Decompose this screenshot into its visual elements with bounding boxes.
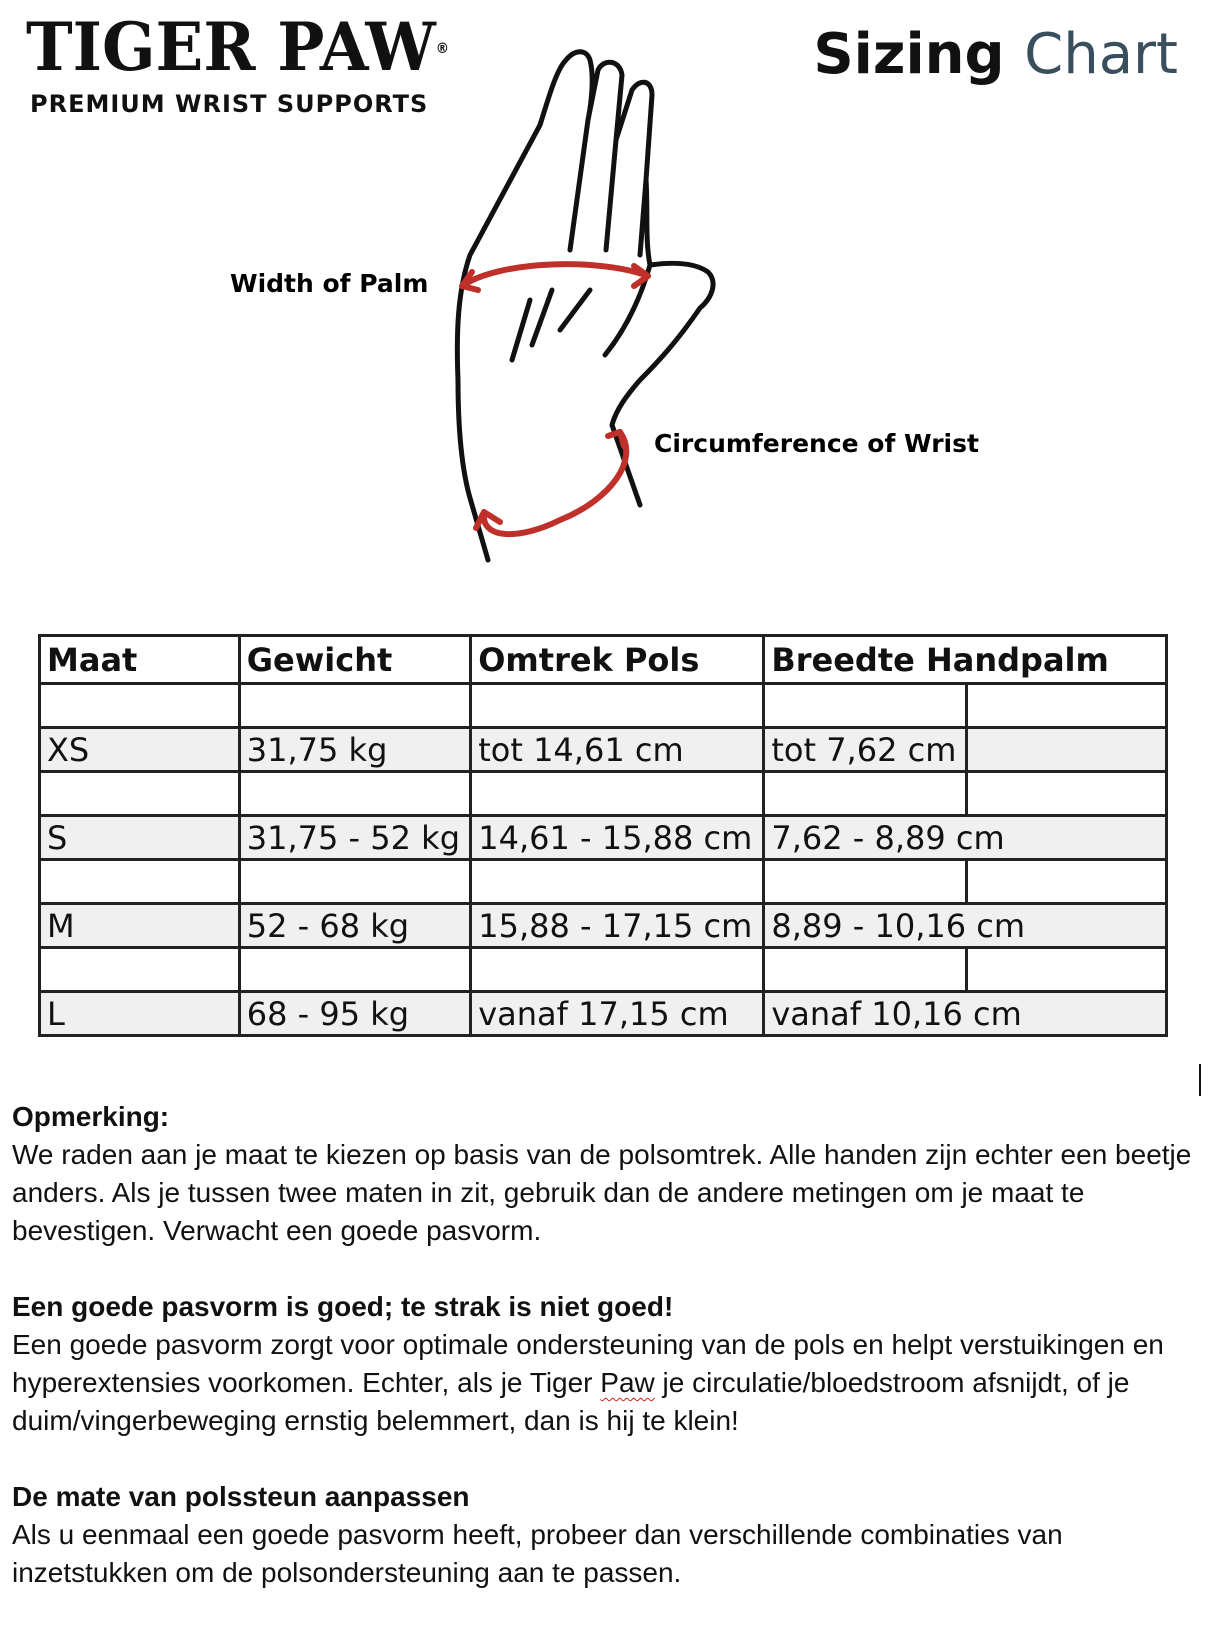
spacer-row	[40, 684, 1167, 728]
cell-gewicht: 68 - 95 kg	[239, 992, 470, 1036]
cell-maat: S	[40, 816, 240, 860]
adjust-heading: De mate van polssteun aanpassen	[12, 1481, 470, 1512]
cell-gewicht: 31,75 - 52 kg	[239, 816, 470, 860]
remark-text: We raden aan je maat te kiezen op basis van de polsomtrek. Alle handen zijn echter een beetje anders. Als je tussen twee maten in zit, gebruik dan de andere metingen om je maat te bevestigen. Verwacht een goede pasvorm.	[12, 1139, 1192, 1246]
palm-width-label: Width of Palm	[230, 269, 429, 298]
fit-heading: Een goede pasvorm is goed; te strak is niet goed!	[12, 1291, 674, 1322]
page-title-word1: Sizing	[813, 22, 1005, 87]
adjust-paragraph	[12, 1478, 1207, 1592]
spacer-row	[40, 948, 1167, 992]
brand-subtitle: PREMIUM WRIST SUPPORTS	[30, 90, 429, 118]
table-header-row	[40, 636, 1167, 684]
fit-text-before: Een goede pasvorm zorgt voor optimale ondersteuning van de pols en helpt verstuikingen en hyperextensies voorkomen. Echter, als je Tiger	[12, 1329, 1164, 1398]
wrist-circumference-arrow-icon	[476, 432, 626, 534]
spacer-row	[40, 860, 1167, 904]
remark-paragraph	[12, 1098, 1207, 1250]
header-maat: Maat	[40, 636, 240, 684]
cell-breedte-handpalm: vanaf 10,16 cm	[764, 992, 1167, 1036]
palm-width-arrow-icon	[462, 264, 648, 290]
table-row	[40, 992, 1167, 1036]
remark-heading: Opmerking:	[12, 1101, 170, 1132]
page-title-word2: Chart	[1024, 22, 1178, 87]
cell-breedte-handpalm: 7,62 - 8,89 cm	[764, 816, 1167, 860]
cell-maat: XS	[40, 728, 240, 772]
table-row	[40, 728, 1167, 772]
cell-omtrek-pols: vanaf 17,15 cm	[471, 992, 764, 1036]
cell-omtrek-pols: tot 14,61 cm	[471, 728, 764, 772]
table-row	[40, 904, 1167, 948]
registered-mark: ®	[435, 41, 450, 57]
cell-gewicht: 31,75 kg	[239, 728, 470, 772]
adjust-text: Als u eenmaal een goede pasvorm heeft, probeer dan verschillende combinaties van inzetstukken om de polsondersteuning aan te passen.	[12, 1519, 1063, 1588]
cell-maat: M	[40, 904, 240, 948]
header-omtrek-pols: Omtrek Pols	[471, 636, 764, 684]
table-row	[40, 816, 1167, 860]
notes-section	[12, 1098, 1207, 1630]
cell-maat: L	[40, 992, 240, 1036]
brand-title: TIGER PAW®	[26, 8, 450, 86]
hand-outline-icon	[457, 52, 713, 560]
fit-paragraph	[12, 1288, 1207, 1440]
wrist-circumference-label: Circumference of Wrist	[654, 429, 979, 458]
cell-breedte-handpalm: 8,89 - 10,16 cm	[764, 904, 1167, 948]
cell-omtrek-pols: 15,88 - 17,15 cm	[471, 904, 764, 948]
cell-breedte-handpalm: tot 7,62 cm	[764, 728, 967, 772]
header-gewicht: Gewicht	[239, 636, 470, 684]
hand-diagram	[0, 0, 1214, 600]
cell-gewicht: 52 - 68 kg	[239, 904, 470, 948]
spellcheck-word: Paw	[600, 1367, 655, 1398]
header-breedte-handpalm: Breedte Handpalm	[764, 636, 1167, 684]
fit-text-after: je circulatie/bloedstroom afsnijdt, of je duim/vingerbeweging ernstig belemmert, dan is hij te klein!	[12, 1367, 1130, 1436]
cell-omtrek-pols: 14,61 - 15,88 cm	[471, 816, 764, 860]
text-cursor	[1199, 1064, 1201, 1096]
size-table	[38, 634, 1168, 1037]
spacer-row	[40, 772, 1167, 816]
